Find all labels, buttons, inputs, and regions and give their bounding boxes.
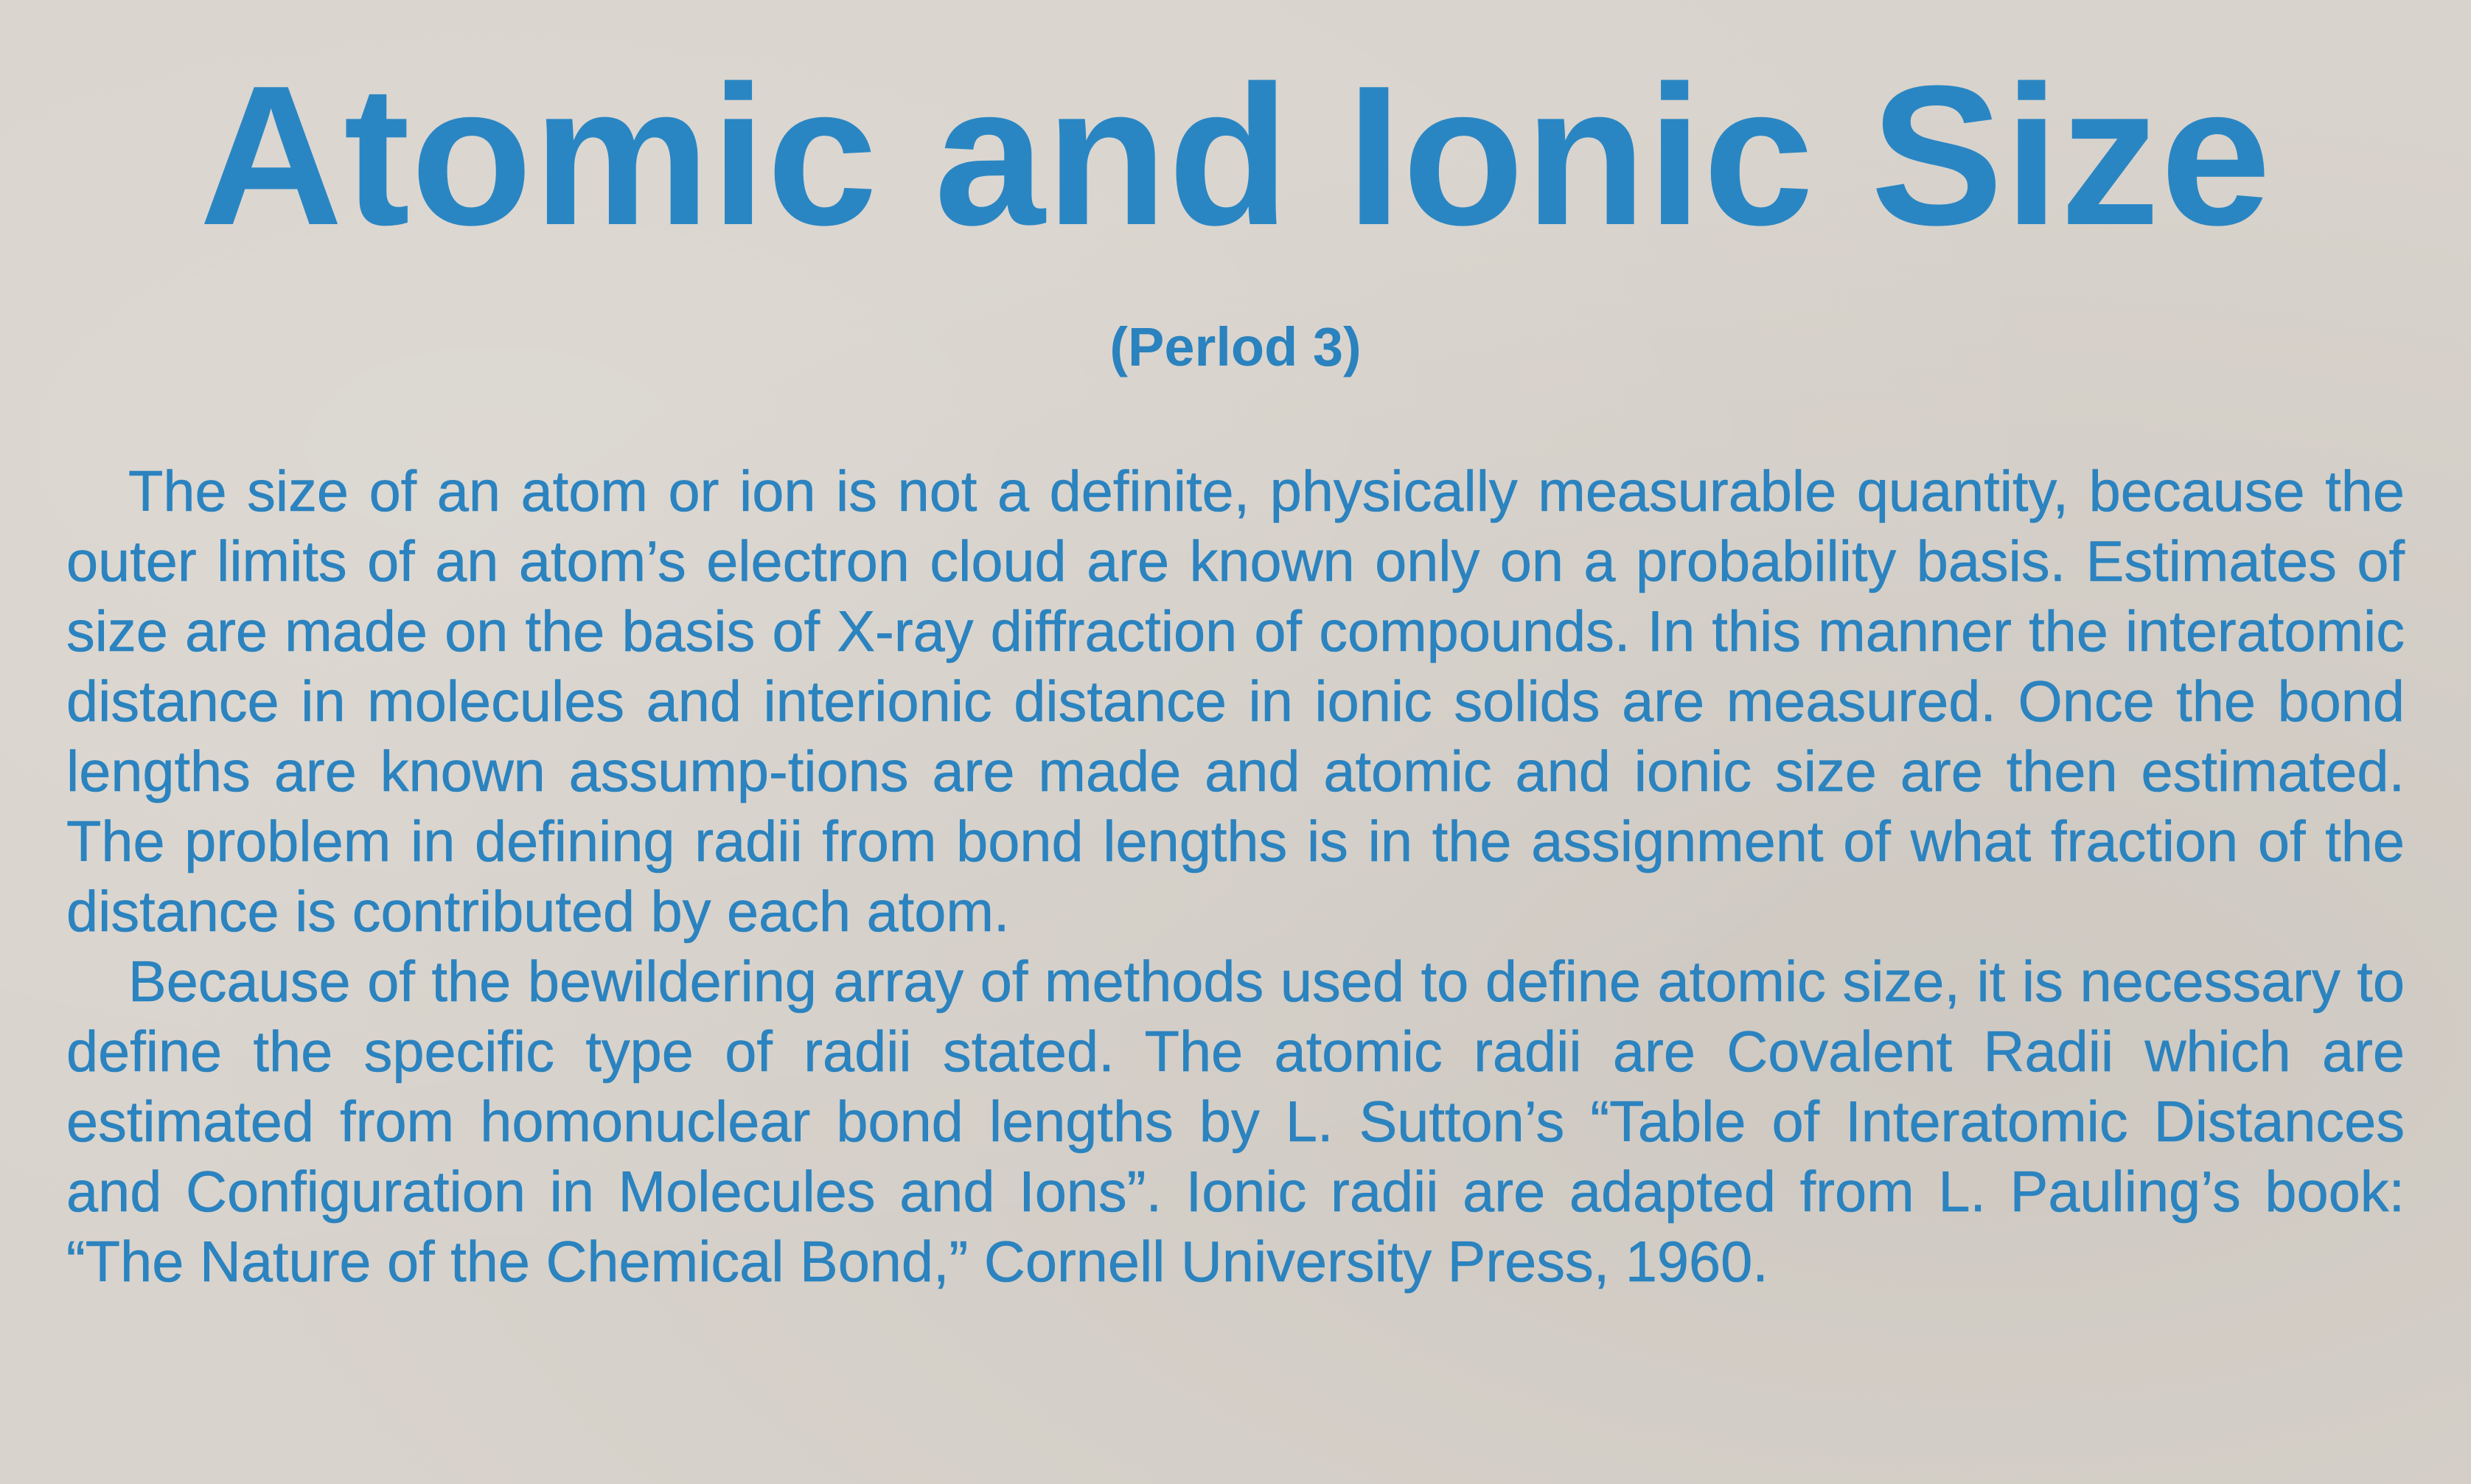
page-title: Atomic and Ionic Size (199, 45, 2272, 267)
page-subtitle: (Perlod 3) (1109, 316, 1362, 377)
paragraph-1: The size of an atom or ion is not a definite, physically measurable quantity, because the outer limits of an atom’s electron cloud are known only on a probability basis. Estimates of size are made on the basis of X-ray diffraction of compounds. In this manner the interatomic distance in molecules and interionic distance in ionic solids are measured. Once the bond lengths are known assump-tions are made and atomic and ionic size are then estimated. The problem in defining radii from bond lengths is in the assignment of what fraction of the distance is contributed by each atom. (66, 460, 2405, 944)
body-text (66, 457, 2405, 1297)
paragraph-2: Because of the bewildering array of methods used to define atomic size, it is necessary to define the specific type of radii stated. The atomic radii are Covalent Radii which are estimated from homonuclear bond lengths by L. Sutton’s “Table of Interatomic Distances and Configuration in Molecules and Ions”. Ionic radii are adapted from L. Pauling’s book: “The Nature of the Chemical Bond,” Cornell University Press, 1960. (66, 950, 2405, 1294)
